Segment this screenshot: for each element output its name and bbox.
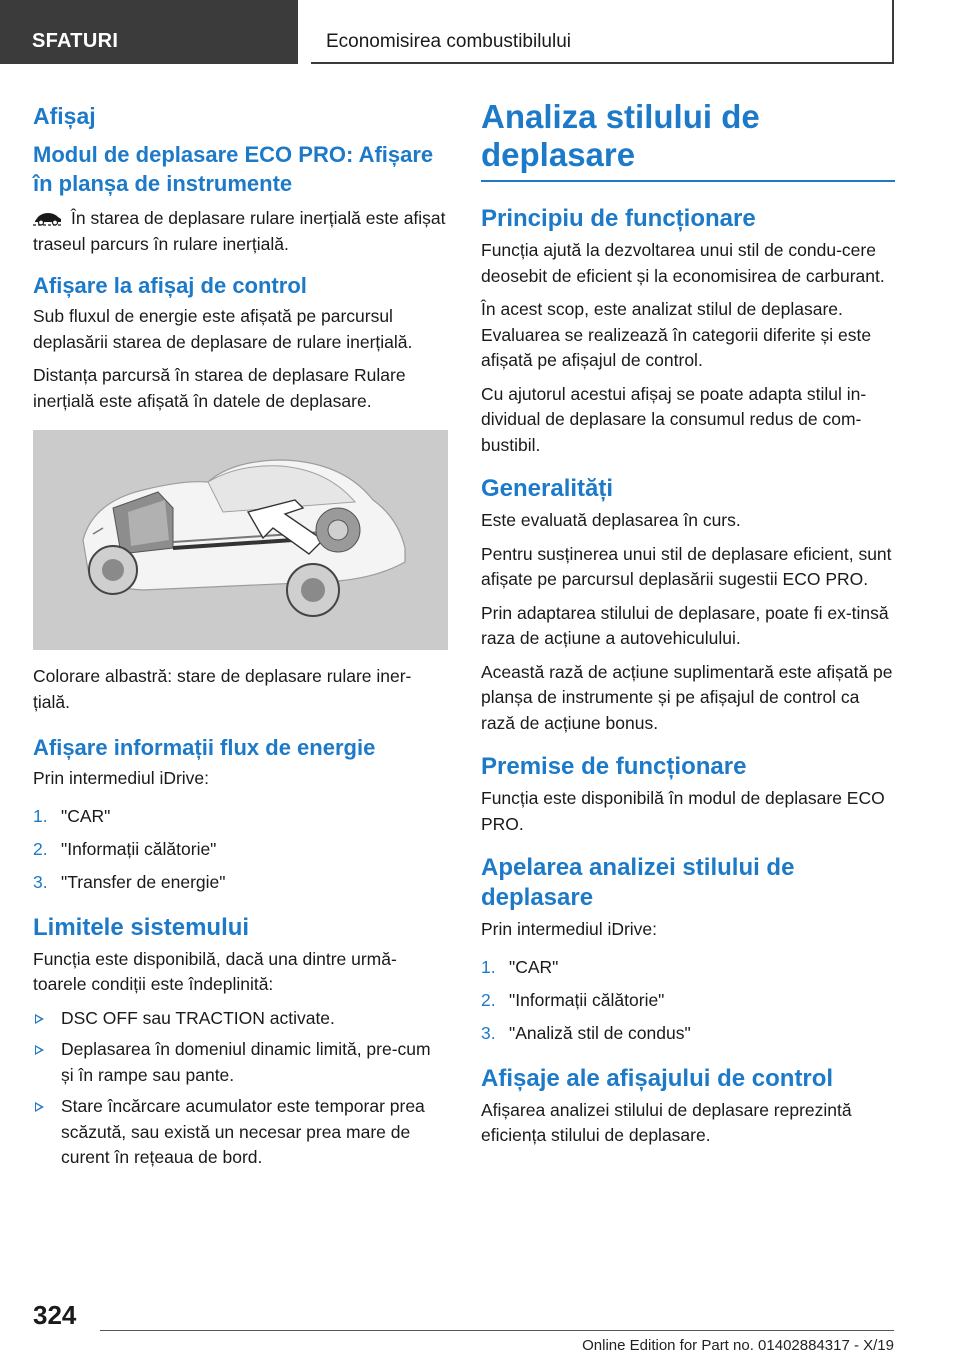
list-item (481, 951, 895, 984)
list-item (33, 1006, 448, 1032)
section-tab (0, 0, 298, 64)
paragraph-gen-1: Este evaluată deplasarea în curs. (481, 510, 741, 530)
paragraph-afisaje: Afișarea analizei stilului de deplasare reprezintă eficiența stilului de deplasare. (481, 1099, 852, 1145)
paragraph-control-1: Sub fluxul de energie este afișată pe parcursul deplasării starea de deplasare de rulare inerțială. (33, 306, 413, 352)
step-number: 2. (33, 838, 48, 859)
list-item (481, 1017, 895, 1050)
paragraph-gen-3: Prin adaptarea stilului de deplasare, poate fi ex-tinsă raza de acțiune a autovehiculului. (481, 602, 889, 648)
page-title: Analiza stilului de deplasare (481, 98, 895, 182)
car-coasting-icon (33, 210, 63, 226)
limite-bullet-list (33, 1006, 448, 1171)
figure-caption: Colorare albastră: stare de deplasare rulare iner-țială. (33, 666, 412, 712)
step-number: 1. (33, 805, 48, 826)
page-number: 324 (33, 1300, 77, 1330)
left-steps-list (33, 800, 448, 899)
paragraph-apelare: Prin intermediul iDrive: (481, 919, 658, 939)
footer-edition: Online Edition for Part no. 01402884317 - X/19 (582, 1337, 894, 1354)
heading-afisaj-control: Afișare la afișaj de control (33, 273, 307, 298)
right-column (481, 98, 895, 1157)
step-text: "Informații călătorie" (61, 838, 217, 859)
heading-afisaje-control: Afișaje ale afișajului de control (481, 1064, 834, 1092)
list-item (481, 984, 895, 1017)
list-item (33, 1094, 448, 1171)
step-text: "Informații călătorie" (509, 989, 665, 1010)
step-number: 3. (481, 1022, 496, 1043)
step-number: 1. (481, 956, 496, 977)
step-number: 3. (33, 871, 48, 892)
footer-divider (100, 1330, 894, 1331)
paragraph-principiu-3: Cu ajutorul acestui afișaj se poate adapta stilul in-dividual de deplasare la consumul redus de com-bustibil. (481, 383, 867, 455)
step-text: "CAR" (61, 805, 111, 826)
step-text: "Analiză stil de condus" (509, 1022, 691, 1043)
paragraph-premise: Funcția este disponibilă în modul de deplasare ECO PRO. (481, 788, 885, 834)
list-item (33, 800, 448, 833)
step-text: "Transfer de energie" (61, 871, 226, 892)
bullet-text: DSC OFF sau TRACTION activate. (61, 1007, 335, 1028)
heading-generalitati: Generalități (481, 475, 614, 502)
bullet-triangle-icon (35, 1102, 44, 1112)
heading-afisaj: Afișaj (33, 103, 96, 129)
paragraph-gen-4: Această rază de acțiune suplimentară este afișată pe planșa de instrumente și pe afișajul de control ca rază de acțiune bonus. (481, 661, 893, 733)
bullet-text: Deplasarea în domeniul dinamic limită, pre-cum și în rampe sau pante. (61, 1039, 431, 1085)
paragraph-gen-2: Pentru susținerea unui stil de deplasare eficient, sunt afișate pe parcursul deplasării sugestii ECO PRO. (481, 543, 892, 589)
step-number: 2. (481, 989, 496, 1010)
heading-flux-energie: Afișare informații flux de energie (33, 735, 376, 760)
heading-premise: Premise de funcționare (481, 753, 747, 780)
section-title: SFATURI (32, 30, 119, 52)
heading-limite-sistem: Limitele sistemului (33, 913, 250, 941)
list-item (33, 1037, 448, 1088)
paragraph-limite: Funcția este disponibilă, dacă una dintre urmă-toarele condiții este îndeplinită: (33, 948, 397, 994)
paragraph-modul (33, 206, 448, 257)
paragraph-principiu-2: În acest scop, este analizat stilul de deplasare. Evaluarea se realizează în categorii diferite și este afișată pe afișajul de control. (481, 299, 872, 370)
chapter-tab (311, 0, 894, 64)
right-steps-list (481, 951, 895, 1050)
bullet-triangle-icon (35, 1045, 44, 1055)
heading-apelare: Apelarea analizei stilului de deplasare (481, 854, 795, 911)
heading-modul-eco-pro: Modul de deplasare ECO PRO: Afișare în planșa de instrumente (33, 142, 434, 196)
paragraph-modul-text: În starea de deplasare rulare inerțială este afișat traseul parcurs în rulare inerțială. (33, 208, 446, 254)
bullet-triangle-icon (35, 1014, 44, 1024)
paragraph-flux: Prin intermediul iDrive: (33, 768, 210, 788)
chapter-title: Economisirea combustibilului (326, 31, 571, 52)
bullet-text: Stare încărcare acumulator este temporar prea scăzută, sau există un necesar prea mare de curent în rețeaua de bord. (61, 1096, 425, 1167)
paragraph-control-2: Distanța parcursă în starea de deplasare Rulare inerțială este afișată în datele de deplasare. (33, 365, 406, 411)
paragraph-principiu-1: Funcția ajută la dezvoltarea unui stil de condu-cere deosebit de eficient și la economisirea de carburant. (481, 240, 885, 286)
step-text: "CAR" (509, 956, 559, 977)
left-column (33, 98, 448, 1177)
car-energy-flow-illustration (33, 430, 448, 650)
list-item (33, 833, 448, 866)
heading-principiu: Principiu de funcționare (481, 205, 756, 232)
list-item (33, 866, 448, 899)
